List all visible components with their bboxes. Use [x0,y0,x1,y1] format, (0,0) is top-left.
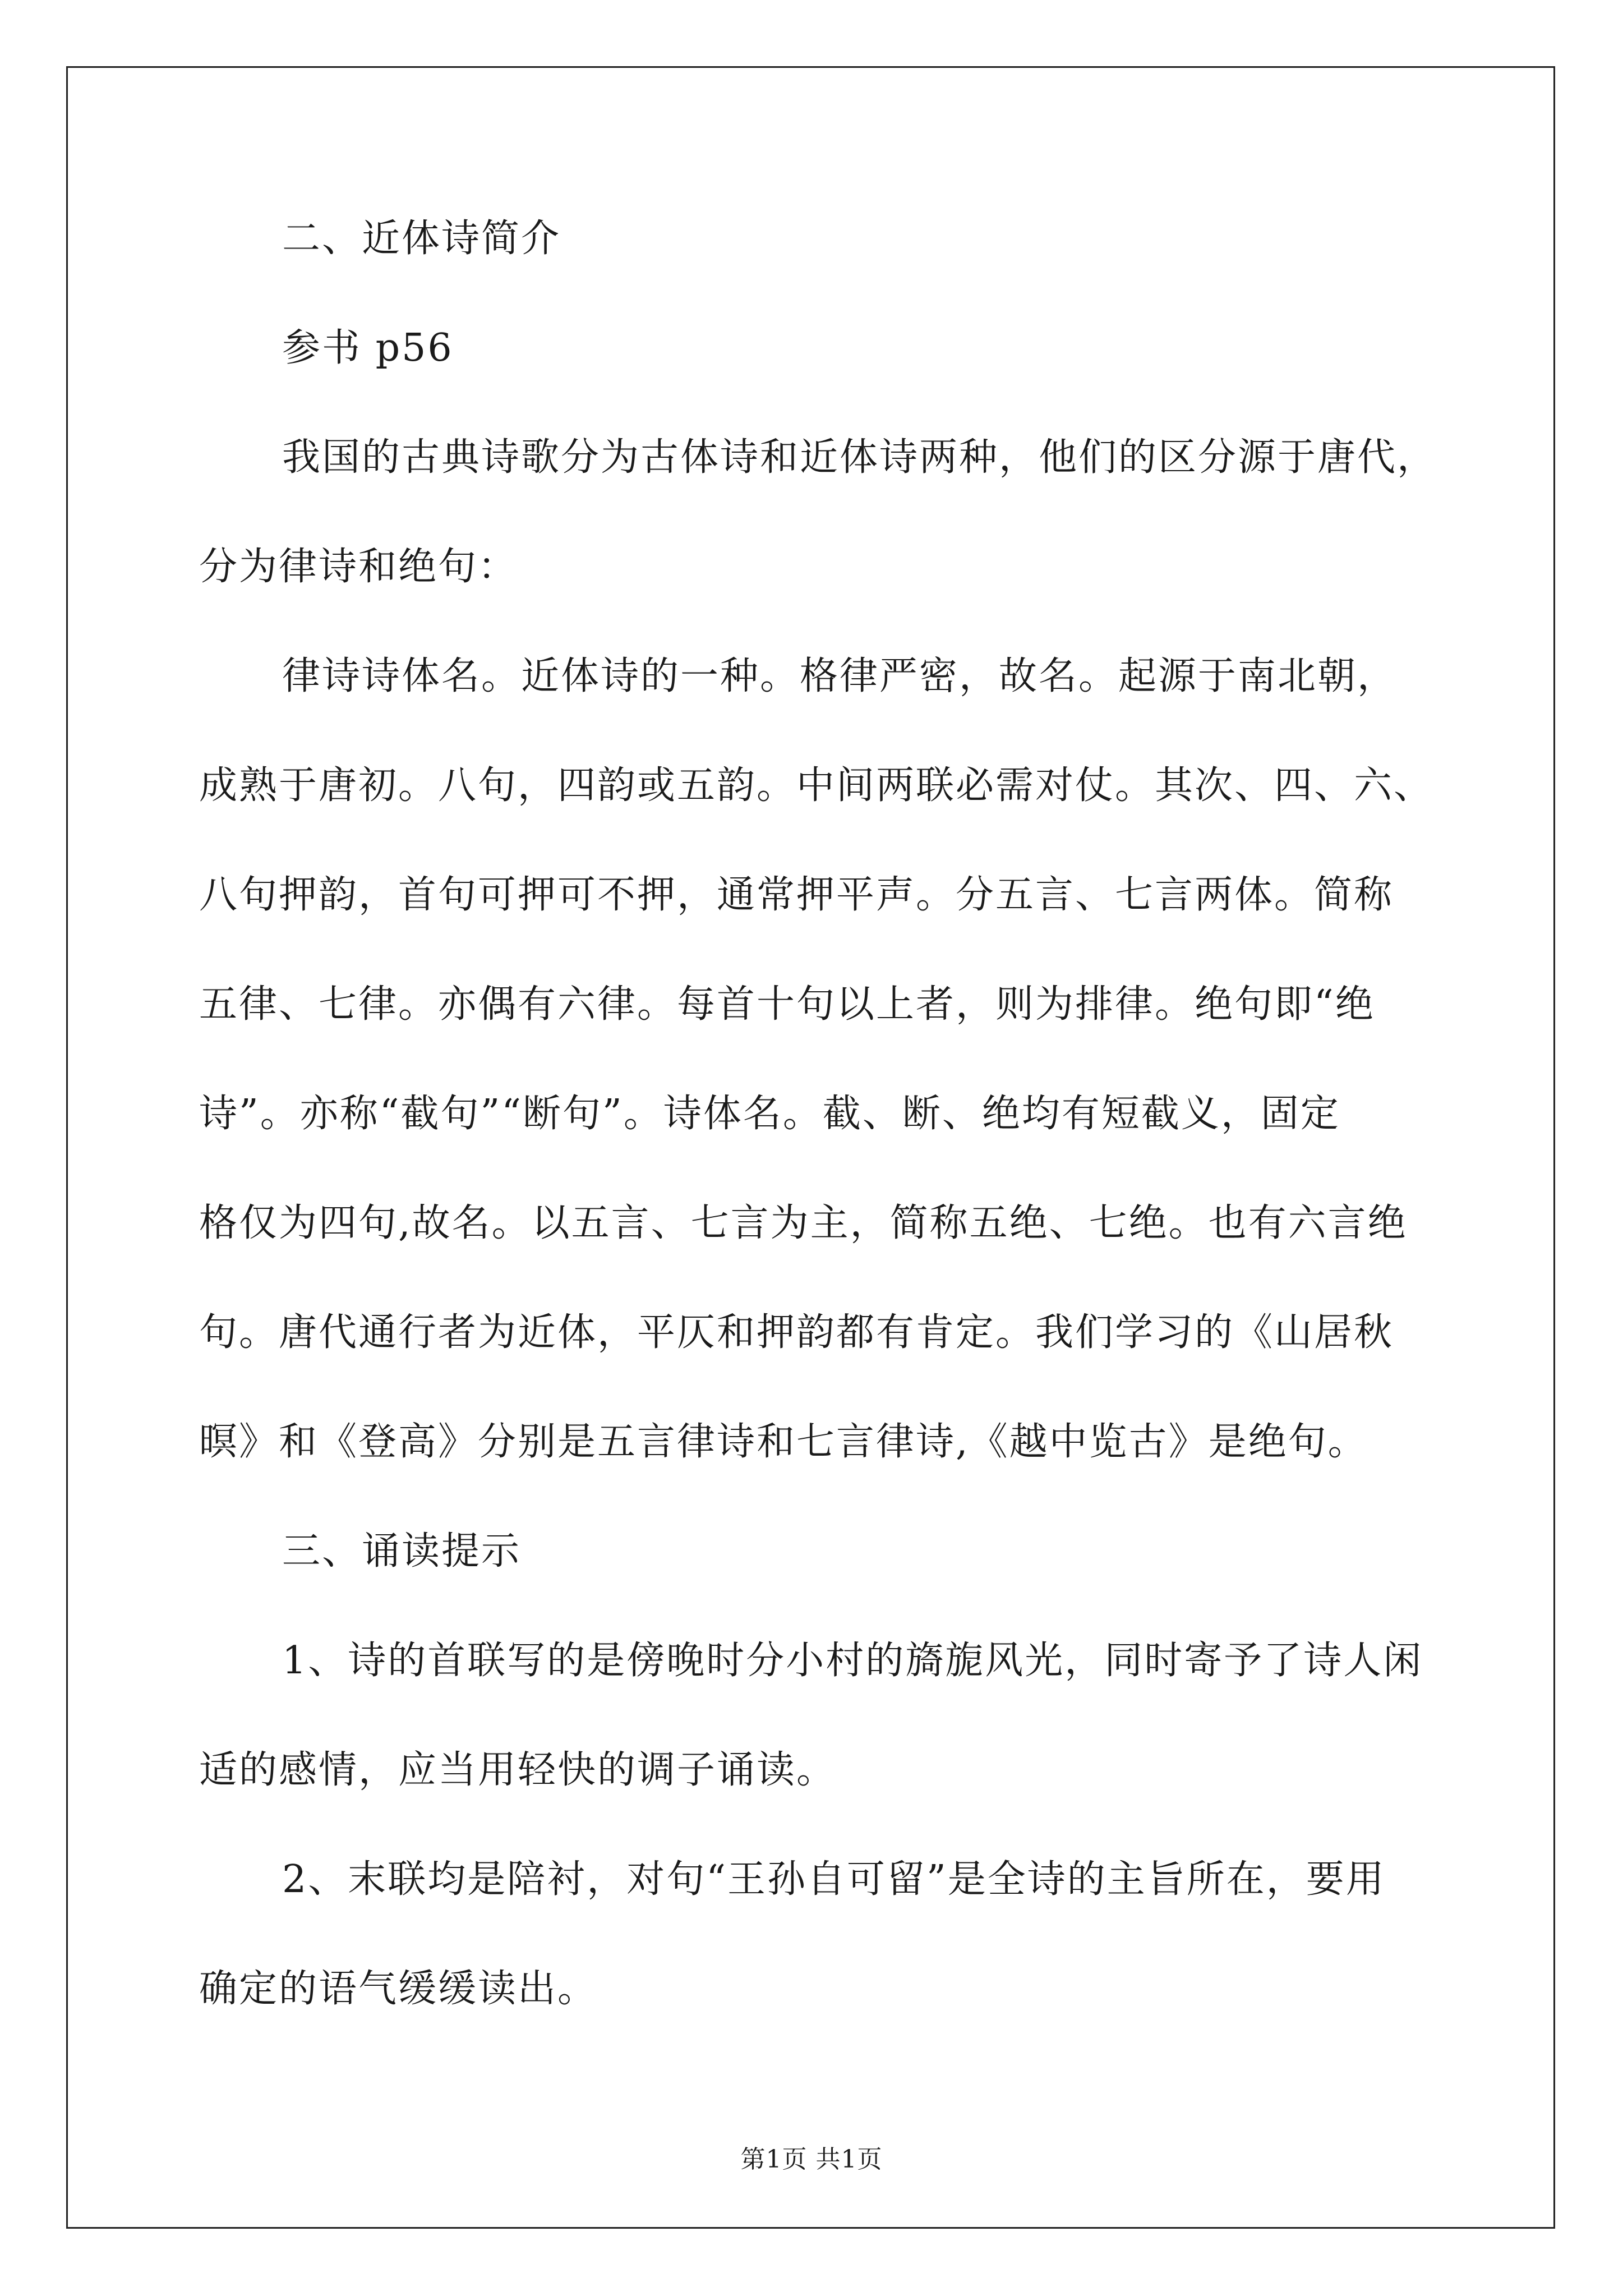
reference-line: 参书 p56 [282,326,454,370]
page-footer: 第1页 共1页 [740,2145,883,2174]
paragraph-line: 暝》和《登高》分别是五言律诗和七言律诗,《越中览古》是绝句。 [199,1420,1368,1464]
paragraph-line: 诗”。亦称“截句”“断句”。诗体名。截、断、绝均有短截义，固定 [199,1092,1340,1136]
section-heading: 三、诵读提示 [282,1529,522,1573]
section-heading: 二、近体诗简介 [282,217,561,261]
paragraph-line: 适的感情，应当用轻快的调子诵读。 [199,1748,837,1792]
paragraph-line: 2、末联均是陪衬，对句“王孙自可留”是全诗的主旨所在，要用 [282,1857,1386,1902]
paragraph-line: 律诗诗体名。近体诗的一种。格律严密，故名。起源于南北朝， [282,654,1398,698]
paragraph-line: 成熟于唐初。八句，四韵或五韵。中间两联必需对仗。其次、四、六、 [199,763,1434,808]
paragraph-line: 八句押韵，首句可押可不押，通常押平声。分五言、七言两体。简称 [199,873,1394,917]
paragraph-line: 分为律诗和绝句： [199,545,518,589]
paragraph-line: 格仅为四句,故名。以五言、七言为主，简称五绝、七绝。也有六言绝 [199,1201,1408,1245]
paragraph-line: 五律、七律。亦偶有六律。每首十句以上者，则为排律。绝句即“绝 [199,982,1375,1027]
paragraph-line: 1、诗的首联写的是傍晚时分小村的旖旎风光，同时寄予了诗人闲 [282,1639,1423,1683]
paragraph-line: 确定的语气缓缓读出。 [199,1967,598,2011]
paragraph-line: 我国的古典诗歌分为古体诗和近体诗两种，他们的区分源于唐代， [282,435,1437,480]
paragraph-line: 句。唐代通行者为近体，平仄和押韵都有肯定。我们学习的《山居秋 [199,1310,1394,1355]
